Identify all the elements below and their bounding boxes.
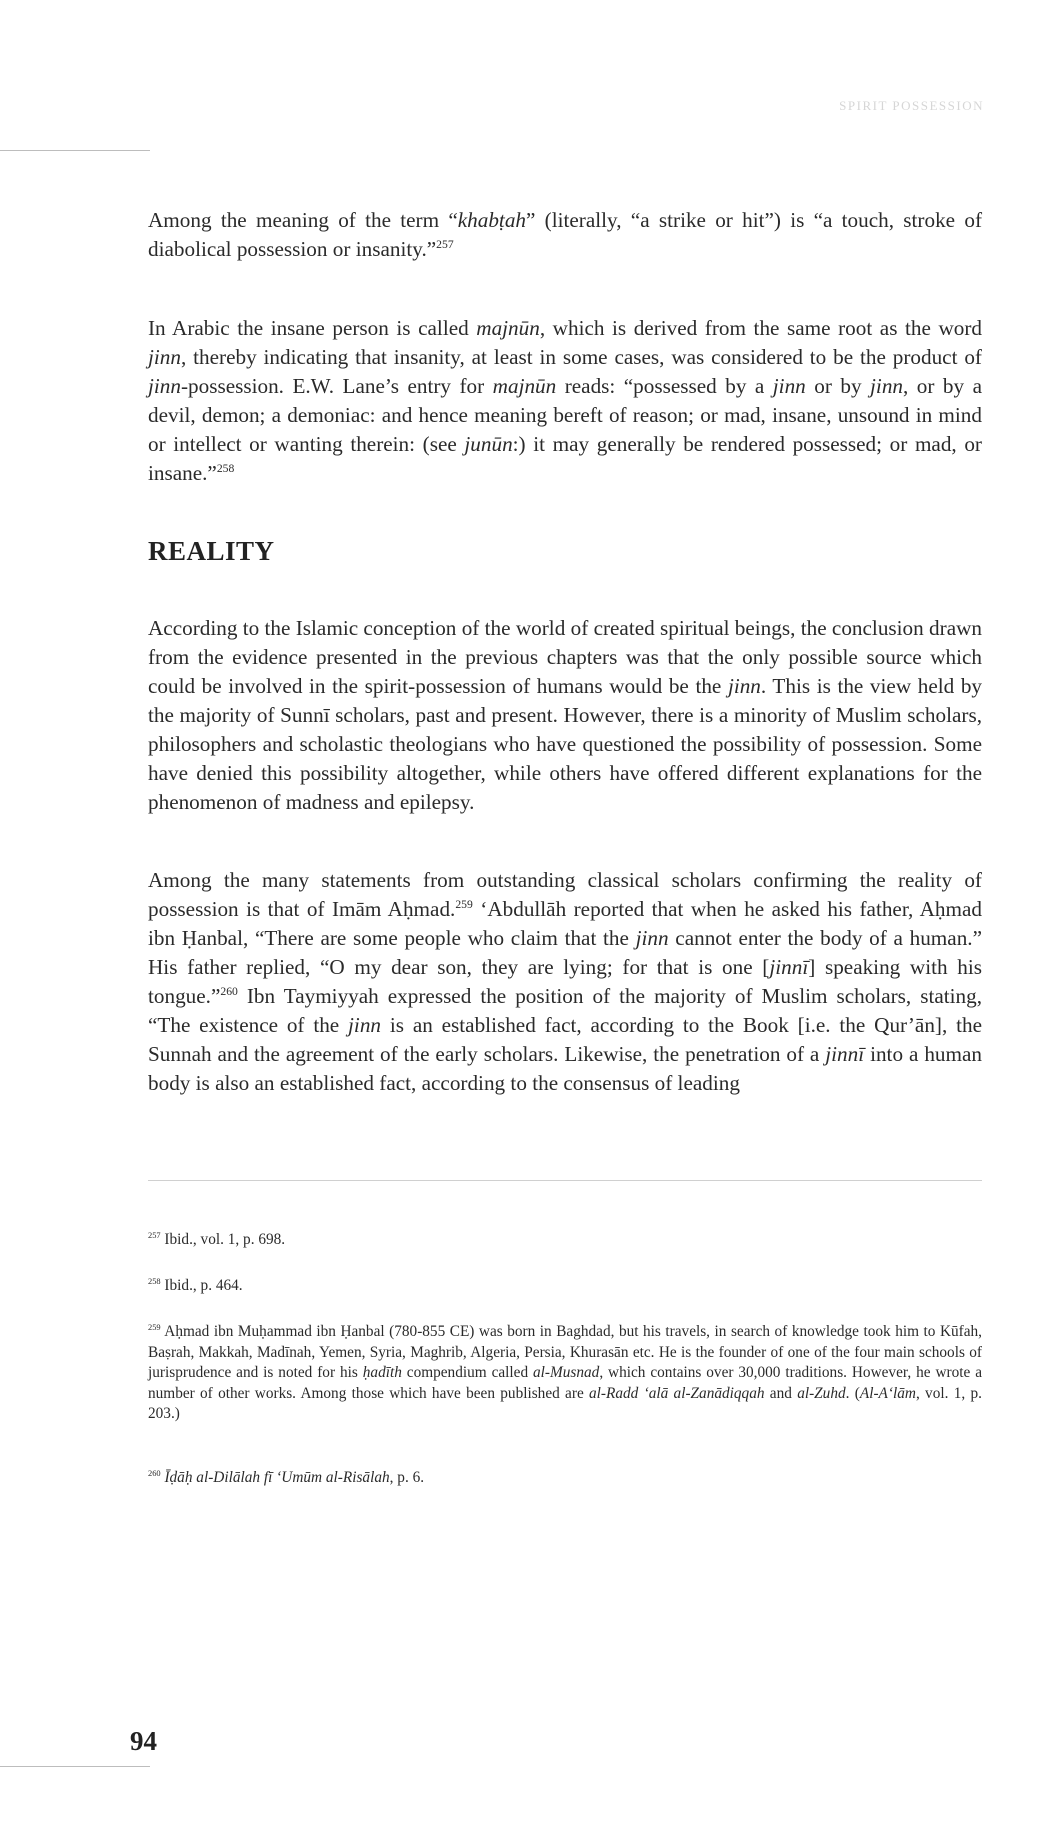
italic-term: Īḍāḥ al-Dilālah fī ‘Umūm al-Risālah <box>164 1469 390 1486</box>
text-run: into a human body is also an established fact, according to the consensus of leading <box>148 1042 982 1095</box>
italic-term: al-Radd ‘alā al-Zanādiqqah <box>589 1384 765 1402</box>
italic-term: jinn <box>727 674 761 698</box>
text <box>148 1468 982 1489</box>
text-run: Aḥmad ibn Muḥammad ibn Ḥanbal (780-855 CE) was born in Baghdad, but his travels, in search of knowledge took him to Kūfah, Baṣrah, Makkah, Madīnah, Yemen, Syria, Maghrib, Algeria, Persia, Khurasān etc. He is the founder of one of the four main schools of jurisprudence and is noted for his <box>148 1323 982 1381</box>
text-run: , which contains over 30,000 traditions. However, he wrote a number of other works. Among those which have been published are <box>148 1364 982 1402</box>
italic-term: jinn <box>148 345 181 369</box>
footnote-ref: 258 <box>216 461 235 475</box>
text-run: reads: “possessed by a <box>556 374 773 398</box>
italic-term: al-Musnad <box>533 1364 600 1381</box>
footer-rule <box>0 1766 150 1767</box>
paragraph-4 <box>148 866 982 1098</box>
header-rule <box>0 150 150 151</box>
text-run: :) it may generally be rendered possessed; or mad, or insane.” <box>148 432 982 485</box>
text-run: , vol. 1, p. 203.) <box>148 1384 982 1422</box>
text-run: ” (literally, “a strike or hit”) is “a touch, stroke of diabolical possession or insanity.” <box>148 208 982 261</box>
paragraph-1 <box>148 206 982 264</box>
italic-term: al-Zuhd <box>797 1384 846 1402</box>
footnote-ref: 260 <box>148 1469 161 1479</box>
text <box>148 206 982 264</box>
text-run: compendium called <box>401 1364 534 1381</box>
footnote-rule <box>148 1180 982 1181</box>
text-run: ‘Abdullāh reported that when he asked his father, Aḥmad ibn Ḥanbal, “There are some people who claim that the <box>148 897 982 950</box>
italic-term: jinnī <box>825 1042 865 1066</box>
text-run: Ibid., p. 464. <box>160 1277 243 1294</box>
text-run: is an established fact, according to the Book [i.e. the Qur’ān], the Sunnah and the agreement of the early scholars. Likewise, the penetration of a <box>148 1013 983 1066</box>
italic-term: jinn <box>148 374 181 398</box>
italic-term: junūn <box>464 432 513 456</box>
text-run: or by <box>805 374 871 398</box>
text <box>148 1322 982 1425</box>
text-run: -possession. E.W. Lane’s entry for <box>180 374 493 398</box>
text-run: According to the Islamic conception of the world of created spiritual beings, the conclusion drawn from the evidence presented in the previous chapters was that the only possible source which could be involved in the spirit-possession of humans would be the <box>148 616 982 698</box>
footnote-ref: 260 <box>220 984 238 998</box>
text-run: Ibn Taymiyyah expressed the position of the majority of Muslim scholars, stating, “The existence of the <box>148 984 982 1037</box>
running-title: SPIRIT POSSESSION <box>839 98 984 113</box>
text-run: . ( <box>845 1384 860 1402</box>
footnote-ref: 259 <box>148 1323 161 1333</box>
italic-term: jinn <box>635 926 669 950</box>
italic-term: majnūn <box>492 374 557 398</box>
italic-term: Al-A‘lām <box>859 1384 916 1402</box>
italic-term: jinn <box>772 374 806 398</box>
footnote-258 <box>148 1276 982 1297</box>
footnote-ref: 258 <box>148 1277 161 1287</box>
text-run: and <box>764 1384 798 1402</box>
italic-term: ḥadīth <box>362 1364 402 1381</box>
text <box>148 866 982 1098</box>
text-run: Ibid., vol. 1, p. 698. <box>160 1231 286 1248</box>
text-run: . This is the view held by the majority of Sunnī scholars, past and present. However, there is a minority of Muslim scholars, philosophers and scholastic theologians who have questioned the possibility of possession. Some have denied this possibility altogether, while others have offered different explanations for the phenomenon of madness and epilepsy. <box>148 674 983 814</box>
italic-term: jinnī <box>769 955 809 979</box>
footnote-ref: 257 <box>148 1231 161 1241</box>
footnote-257 <box>148 1230 982 1251</box>
italic-term: jinn <box>870 374 904 398</box>
text-run: In Arabic the insane person is called <box>148 316 477 340</box>
paragraph-2 <box>148 314 982 488</box>
text <box>148 1276 982 1297</box>
paragraph-3 <box>148 614 982 817</box>
text <box>148 314 982 488</box>
footnote-260 <box>148 1468 982 1489</box>
text-run: , which is derived from the same root as the word <box>539 316 982 340</box>
text-run: , thereby indicating that insanity, at least in some cases, was considered to be the product of <box>180 345 982 369</box>
footnote-ref: 257 <box>436 237 454 251</box>
text-run: Among the meaning of the term “ <box>148 208 458 232</box>
text-run: Among the many statements from outstanding classical scholars confirming the reality of possession is that of Imām Aḥmad. <box>148 868 982 921</box>
page-number: 94 <box>130 1726 157 1756</box>
text-run: cannot enter the body of a human.” His father replied, “O my dear son, they are lying; for that is one [ <box>148 926 982 979</box>
text-run: , p. 6. <box>389 1469 425 1486</box>
italic-term: majnūn <box>476 316 540 340</box>
text <box>148 1230 982 1251</box>
section-heading: REALITY <box>148 536 275 566</box>
italic-term: khabṭah <box>457 208 527 232</box>
text-run: , or by a devil, demon; a demoniac: and hence meaning bereft of reason; or mad, insane, unsound in mind or intellect or wanting therein: (see <box>148 374 982 456</box>
text <box>148 614 982 817</box>
text-run: ] speaking with his tongue.” <box>148 955 982 1008</box>
footnote-259 <box>148 1322 982 1425</box>
italic-term: jinn <box>348 1013 382 1037</box>
footnote-ref: 259 <box>455 897 473 911</box>
